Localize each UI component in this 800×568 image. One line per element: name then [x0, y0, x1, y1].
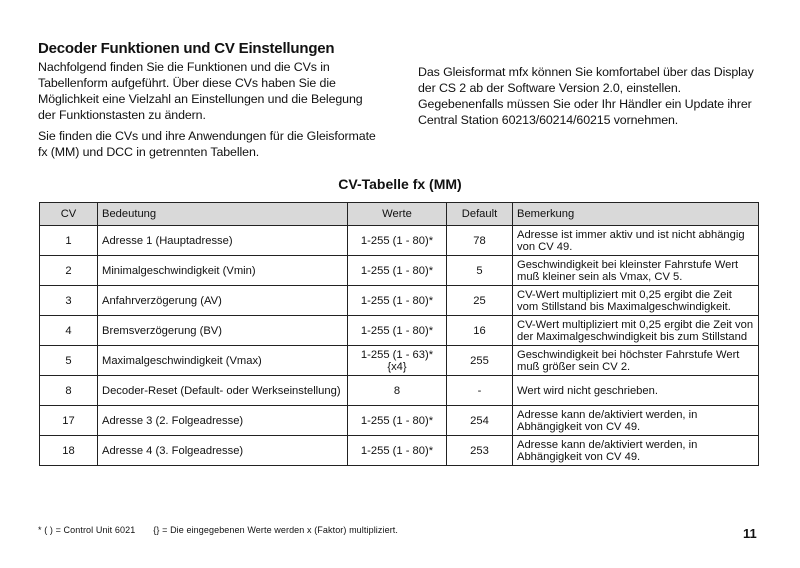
cell-cv: 3 [40, 286, 98, 316]
cell-remark: Adresse kann de/aktiviert werden, in Abhängigkeit von CV 49. [513, 436, 759, 466]
cell-meaning: Anfahrverzögerung (AV) [98, 286, 348, 316]
cell-default: 5 [447, 256, 513, 286]
intro-right-column [418, 64, 758, 133]
cell-remark: Geschwindigkeit bei kleinster Fahrstufe Wert muß kleiner sein als Vmax, CV 5. [513, 256, 759, 286]
table-row [40, 316, 759, 346]
table-row [40, 436, 759, 466]
cell-cv: 1 [40, 226, 98, 256]
intro-paragraph: Nachfolgend finden Sie die Funktionen und die CVs in Tabellenform aufgeführt. Über diese CVs haben Sie die Möglichkeit eine Vielzahl an Einstellungen und die Belegung der Funktionstasten zu ändern. [38, 60, 363, 122]
header-meaning: Bedeutung [98, 203, 348, 226]
intro-left-column [38, 59, 383, 165]
header-values: Werte [348, 203, 447, 226]
cell-cv: 4 [40, 316, 98, 346]
cell-remark: Wert wird nicht geschrieben. [513, 376, 759, 406]
table-row [40, 406, 759, 436]
footnote-control-unit: * ( ) = Control Unit 6021 [38, 525, 136, 535]
table-title: CV-Tabelle fx (MM) [338, 176, 462, 192]
cell-remark: CV-Wert multipliziert mit 0,25 ergibt die Zeit von der Maximalgeschwindigkeit bis zum Stillstand [513, 316, 759, 346]
header-cv: CV [40, 203, 98, 226]
cell-cv: 8 [40, 376, 98, 406]
cell-values: 8 [348, 376, 447, 406]
cell-values: 1-255 (1 - 80)* [348, 286, 447, 316]
cell-cv: 17 [40, 406, 98, 436]
page-number: 11 [743, 526, 757, 541]
cell-remark: Adresse ist immer aktiv und ist nicht abhängig von CV 49. [513, 226, 759, 256]
cell-meaning: Decoder-Reset (Default- oder Werkseinstellung) [98, 376, 348, 406]
cell-default: 255 [447, 346, 513, 376]
table-row [40, 376, 759, 406]
cell-default: 25 [447, 286, 513, 316]
cell-remark: Geschwindigkeit bei höchster Fahrstufe Wert muß größer sein CV 2. [513, 346, 759, 376]
footnote [38, 525, 398, 535]
cell-meaning: Adresse 1 (Hauptadresse) [98, 226, 348, 256]
cell-remark: Adresse kann de/aktiviert werden, in Abhängigkeit von CV 49. [513, 406, 759, 436]
cell-meaning: Bremsverzögerung (BV) [98, 316, 348, 346]
page-title: Decoder Funktionen und CV Einstellungen [38, 40, 335, 57]
cell-remark: CV-Wert multipliziert mit 0,25 ergibt die Zeit vom Stillstand bis Maximalgeschwindigkeit. [513, 286, 759, 316]
cell-cv: 2 [40, 256, 98, 286]
intro-paragraph: Das Gleisformat mfx können Sie komfortabel über das Display der CS 2 ab der Software Version 2.0, einstellen. Gegebenenfalls müssen Sie oder Ihr Händler ein Update ihrer Central Station 60213/60214/60215 vornehmen. [418, 65, 754, 127]
cell-values: 1-255 (1 - 80)* [348, 256, 447, 286]
cell-values: 1-255 (1 - 80)* [348, 406, 447, 436]
cell-cv: 5 [40, 346, 98, 376]
cell-meaning: Minimalgeschwindigkeit (Vmin) [98, 256, 348, 286]
cell-default: 16 [447, 316, 513, 346]
cell-default: 253 [447, 436, 513, 466]
table-row [40, 346, 759, 376]
table-row [40, 286, 759, 316]
footnote-factor: {} = Die eingegebenen Werte werden x (Faktor) multipliziert. [153, 525, 398, 535]
cell-cv: 18 [40, 436, 98, 466]
table-row [40, 256, 759, 286]
cell-default: 78 [447, 226, 513, 256]
cell-values: 1-255 (1 - 63)* {x4} [348, 346, 447, 376]
cv-table [39, 202, 759, 466]
cell-values: 1-255 (1 - 80)* [348, 436, 447, 466]
table-header-row [40, 203, 759, 226]
intro-paragraph: Sie finden die CVs und ihre Anwendungen für die Gleisformate fx (MM) und DCC in getrennten Tabellen. [38, 129, 376, 159]
header-default: Default [447, 203, 513, 226]
cell-default: - [447, 376, 513, 406]
cell-meaning: Adresse 4 (3. Folgeadresse) [98, 436, 348, 466]
cell-meaning: Adresse 3 (2. Folgeadresse) [98, 406, 348, 436]
table-row [40, 226, 759, 256]
cell-values: 1-255 (1 - 80)* [348, 226, 447, 256]
header-remark: Bemerkung [513, 203, 759, 226]
cell-meaning: Maximalgeschwindigkeit (Vmax) [98, 346, 348, 376]
cell-values: 1-255 (1 - 80)* [348, 316, 447, 346]
cell-default: 254 [447, 406, 513, 436]
